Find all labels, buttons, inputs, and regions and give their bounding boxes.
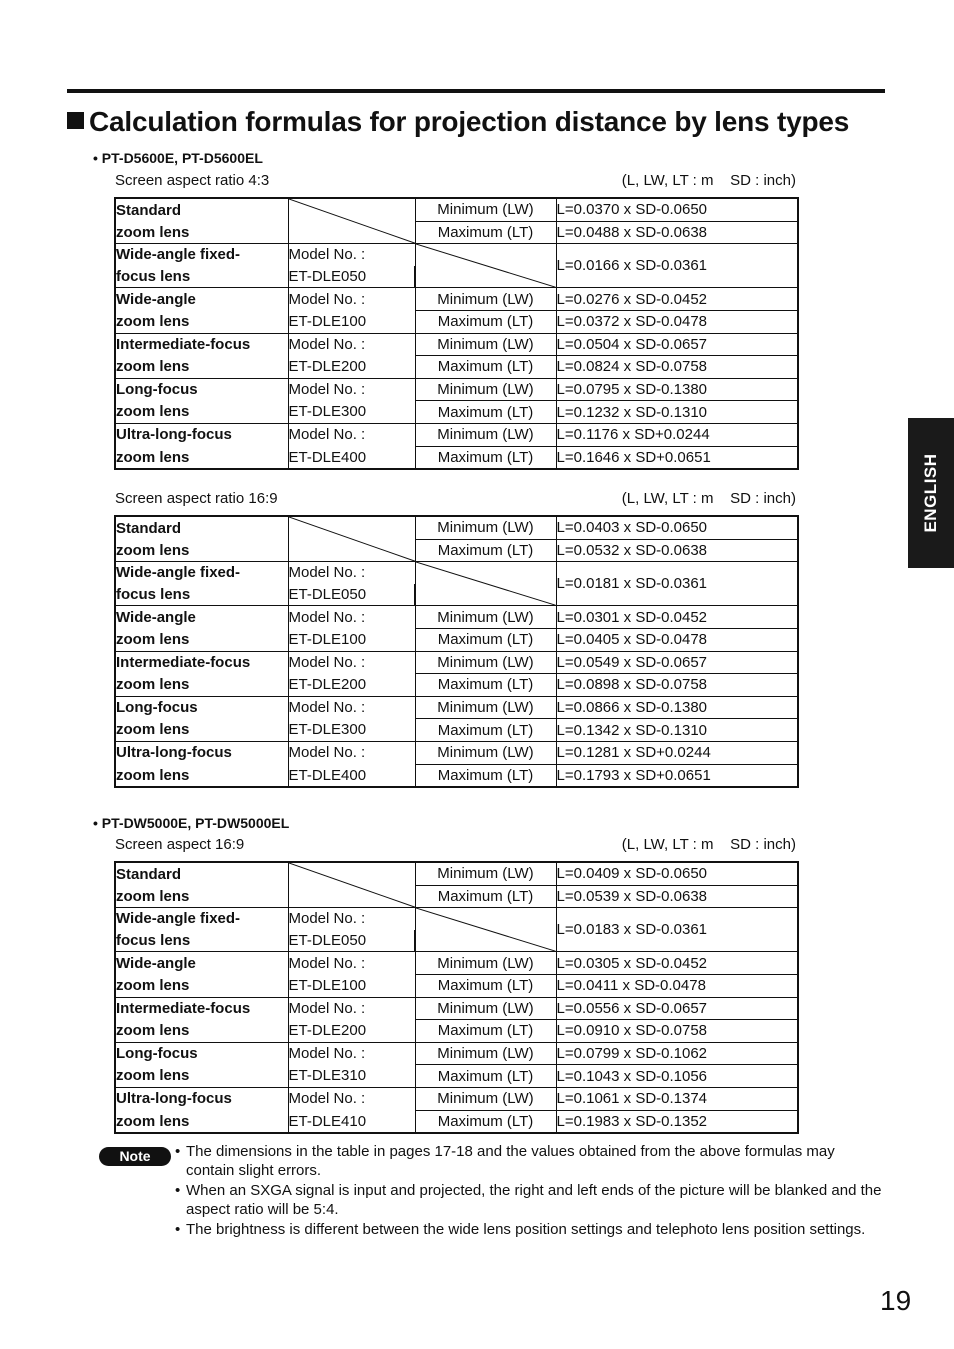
model-number: ET-DLE050 — [288, 266, 415, 288]
model-number-label: Model No. : — [288, 333, 415, 356]
table-row — [115, 997, 798, 1020]
table-row — [115, 221, 798, 244]
diagonal-cell — [288, 198, 415, 244]
table-row — [115, 423, 798, 446]
zoom-position: Maximum (LT) — [415, 1065, 556, 1088]
zoom-position: Minimum (LW) — [415, 952, 556, 975]
zoom-position: Maximum (LT) — [415, 764, 556, 787]
model-number: ET-DLE400 — [288, 764, 415, 787]
formula: L=0.0276 x SD-0.0452 — [556, 288, 798, 311]
lens-name: Wide-angle fixed- — [115, 562, 288, 584]
model-number: ET-DLE400 — [288, 446, 415, 469]
lens-name: Wide-angle — [115, 288, 288, 311]
formula: L=0.0411 x SD-0.0478 — [556, 974, 798, 997]
formula: L=0.0824 x SD-0.0758 — [556, 356, 798, 379]
formula: L=0.0305 x SD-0.0452 — [556, 952, 798, 975]
zoom-position: Maximum (LT) — [415, 356, 556, 379]
formula: L=0.0405 x SD-0.0478 — [556, 628, 798, 651]
zoom-position: Maximum (LT) — [415, 539, 556, 562]
model-number: ET-DLE200 — [288, 1020, 415, 1043]
model-number-label: Model No. : — [288, 378, 415, 401]
formula: L=0.0488 x SD-0.0638 — [556, 221, 798, 244]
lens-name: zoom lens — [115, 628, 288, 651]
formula: L=0.0910 x SD-0.0758 — [556, 1020, 798, 1043]
lens-name: zoom lens — [115, 1065, 288, 1088]
formula: L=0.1176 x SD+0.0244 — [556, 423, 798, 446]
section-subheading-3 — [115, 836, 796, 853]
formula: L=0.0799 x SD-0.1062 — [556, 1042, 798, 1065]
table-row — [115, 862, 798, 885]
zoom-position: Minimum (LW) — [415, 606, 556, 629]
note-item: • The brightness is different between the wide lens position settings and telephoto lens position settings. — [175, 1220, 887, 1239]
diagonal-slash — [416, 908, 556, 951]
zoom-position: Maximum (LT) — [415, 885, 556, 908]
zoom-position: Minimum (LW) — [415, 651, 556, 674]
formula: L=0.0183 x SD-0.0361 — [556, 908, 798, 952]
model-number-label: Model No. : — [288, 952, 415, 975]
diagonal-cell — [288, 862, 415, 908]
model-heading-3: • PT-DW5000E, PT-DW5000EL — [93, 815, 290, 831]
diagonal-slash — [289, 199, 415, 243]
zoom-position: Minimum (LW) — [415, 1042, 556, 1065]
formula-table-3 — [114, 861, 799, 1134]
lens-name: Standard — [115, 516, 288, 539]
formula-table-1 — [114, 197, 799, 470]
note-item: • When an SXGA signal is input and projected, the right and left ends of the picture will be blanked and the aspect ratio will be 5:4. — [175, 1181, 887, 1220]
aspect-ratio-label: Screen aspect 16:9 — [115, 836, 245, 853]
formula: L=0.0866 x SD-0.1380 — [556, 696, 798, 719]
zoom-position: Maximum (LT) — [415, 628, 556, 651]
lens-name: Standard — [115, 198, 288, 221]
zoom-position: Minimum (LW) — [415, 997, 556, 1020]
lens-name: focus lens — [115, 266, 288, 288]
note-badge: Note — [99, 1147, 171, 1166]
formula: L=0.0166 x SD-0.0361 — [556, 244, 798, 288]
zoom-position: Minimum (LW) — [415, 198, 556, 221]
table-row — [115, 719, 798, 742]
lens-name: Long-focus — [115, 378, 288, 401]
table-row — [115, 651, 798, 674]
table-row — [115, 628, 798, 651]
lens-name: Wide-angle — [115, 952, 288, 975]
lens-name: Long-focus — [115, 696, 288, 719]
model-number: ET-DLE100 — [288, 628, 415, 651]
formula: L=0.0556 x SD-0.0657 — [556, 997, 798, 1020]
table-row — [115, 198, 798, 221]
model-number-label: Model No. : — [288, 1087, 415, 1110]
model-number-label: Model No. : — [288, 741, 415, 764]
lens-name: zoom lens — [115, 356, 288, 379]
zoom-position: Minimum (LW) — [415, 288, 556, 311]
zoom-position: Minimum (LW) — [415, 423, 556, 446]
lens-name: focus lens — [115, 930, 288, 952]
lens-name: zoom lens — [115, 1110, 288, 1133]
table-row — [115, 1020, 798, 1043]
formula: L=0.1646 x SD+0.0651 — [556, 446, 798, 469]
formula: L=0.0301 x SD-0.0452 — [556, 606, 798, 629]
zoom-position: Maximum (LT) — [415, 310, 556, 333]
zoom-position: Minimum (LW) — [415, 378, 556, 401]
table-row — [115, 885, 798, 908]
square-bullet-icon — [67, 112, 84, 129]
lens-name: Intermediate-focus — [115, 333, 288, 356]
lens-name: Standard — [115, 862, 288, 885]
table-row — [115, 741, 798, 764]
formula: L=0.0403 x SD-0.0650 — [556, 516, 798, 539]
model-number-label: Model No. : — [288, 997, 415, 1020]
table-row — [115, 696, 798, 719]
units-label: (L, LW, LT : m SD : inch) — [621, 836, 796, 853]
zoom-position: Maximum (LT) — [415, 1110, 556, 1133]
formula: L=0.0409 x SD-0.0650 — [556, 862, 798, 885]
formula: L=0.0795 x SD-0.1380 — [556, 378, 798, 401]
zoom-position: Minimum (LW) — [415, 333, 556, 356]
lens-name: Wide-angle fixed- — [115, 244, 288, 266]
language-tab-label: ENGLISH — [921, 453, 940, 533]
table-row — [115, 356, 798, 379]
diagonal-slash — [289, 517, 415, 561]
lens-name: Intermediate-focus — [115, 997, 288, 1020]
units-label: (L, LW, LT : m SD : inch) — [621, 490, 796, 507]
table-row — [115, 446, 798, 469]
formula: L=0.0549 x SD-0.0657 — [556, 651, 798, 674]
model-number-label: Model No. : — [288, 1042, 415, 1065]
table-row — [115, 539, 798, 562]
lens-name: zoom lens — [115, 446, 288, 469]
page-title — [67, 106, 849, 138]
section-subheading-1 — [115, 172, 796, 189]
formula: L=0.1232 x SD-0.1310 — [556, 401, 798, 424]
lens-name: zoom lens — [115, 1020, 288, 1043]
formula: L=0.1281 x SD+0.0244 — [556, 741, 798, 764]
zoom-position: Maximum (LT) — [415, 446, 556, 469]
diagonal-cell — [415, 908, 556, 952]
model-number: ET-DLE100 — [288, 310, 415, 333]
diagonal-cell — [288, 516, 415, 562]
table-row — [115, 974, 798, 997]
table-row — [115, 606, 798, 629]
page-title-text: Calculation formulas for projection distance by lens types — [89, 106, 850, 137]
zoom-position: Minimum (LW) — [415, 741, 556, 764]
model-heading-1: • PT-D5600E, PT-D5600EL — [93, 150, 263, 166]
page-number: 19 — [880, 1285, 912, 1316]
formula: L=0.0504 x SD-0.0657 — [556, 333, 798, 356]
diagonal-cell — [415, 244, 556, 288]
model-number-label: Model No. : — [288, 908, 415, 930]
lens-name: zoom lens — [115, 719, 288, 742]
lens-name: focus lens — [115, 584, 288, 606]
diagonal-slash — [289, 863, 415, 907]
model-number: ET-DLE200 — [288, 674, 415, 697]
lens-name: Wide-angle fixed- — [115, 908, 288, 930]
lens-name: Wide-angle — [115, 606, 288, 629]
section-subheading-2 — [115, 490, 796, 507]
formula: L=0.1983 x SD-0.1352 — [556, 1110, 798, 1133]
model-number-label: Model No. : — [288, 696, 415, 719]
table-row — [115, 562, 798, 584]
zoom-position: Maximum (LT) — [415, 221, 556, 244]
model-number: ET-DLE300 — [288, 401, 415, 424]
lens-name: zoom lens — [115, 974, 288, 997]
top-rule — [67, 89, 885, 93]
lens-name: zoom lens — [115, 539, 288, 562]
table-row — [115, 378, 798, 401]
lens-name: Ultra-long-focus — [115, 741, 288, 764]
diagonal-slash — [416, 562, 556, 605]
note-item: • The dimensions in the table in pages 17-18 and the values obtained from the above formulas may contain slight errors. — [175, 1142, 887, 1181]
lens-name: zoom lens — [115, 310, 288, 333]
table-row — [115, 1065, 798, 1088]
formula: L=0.1793 x SD+0.0651 — [556, 764, 798, 787]
formula: L=0.0181 x SD-0.0361 — [556, 562, 798, 606]
lens-name: zoom lens — [115, 764, 288, 787]
zoom-position: Minimum (LW) — [415, 1087, 556, 1110]
model-number: ET-DLE200 — [288, 356, 415, 379]
table-row — [115, 1042, 798, 1065]
model-number-label: Model No. : — [288, 288, 415, 311]
table-row — [115, 764, 798, 787]
model-number: ET-DLE410 — [288, 1110, 415, 1133]
zoom-position: Maximum (LT) — [415, 674, 556, 697]
model-number-label: Model No. : — [288, 244, 415, 266]
table-row — [115, 401, 798, 424]
table-row — [115, 952, 798, 975]
lens-name: Intermediate-focus — [115, 651, 288, 674]
formula-table-2 — [114, 515, 799, 788]
table-row — [115, 288, 798, 311]
lens-name: Long-focus — [115, 1042, 288, 1065]
table-row — [115, 244, 798, 266]
zoom-position: Maximum (LT) — [415, 401, 556, 424]
note-list — [175, 1142, 887, 1239]
model-number: ET-DLE050 — [288, 930, 415, 952]
model-number-label: Model No. : — [288, 651, 415, 674]
table-row — [115, 333, 798, 356]
formula: L=0.0539 x SD-0.0638 — [556, 885, 798, 908]
lens-name: zoom lens — [115, 221, 288, 244]
table-row — [115, 1110, 798, 1133]
model-number: ET-DLE050 — [288, 584, 415, 606]
table-row — [115, 516, 798, 539]
table-row — [115, 1087, 798, 1110]
aspect-ratio-label: Screen aspect ratio 16:9 — [115, 490, 278, 507]
table-row — [115, 674, 798, 697]
zoom-position: Maximum (LT) — [415, 1020, 556, 1043]
formula: L=0.1061 x SD-0.1374 — [556, 1087, 798, 1110]
units-label: (L, LW, LT : m SD : inch) — [621, 172, 796, 189]
aspect-ratio-label: Screen aspect ratio 4:3 — [115, 172, 270, 189]
formula: L=0.1342 x SD-0.1310 — [556, 719, 798, 742]
lens-name: Ultra-long-focus — [115, 423, 288, 446]
table-row — [115, 310, 798, 333]
zoom-position: Minimum (LW) — [415, 696, 556, 719]
lens-name: Ultra-long-focus — [115, 1087, 288, 1110]
diagonal-cell — [415, 562, 556, 606]
language-tab — [908, 418, 954, 568]
model-number: ET-DLE300 — [288, 719, 415, 742]
zoom-position: Maximum (LT) — [415, 719, 556, 742]
formula: L=0.0898 x SD-0.0758 — [556, 674, 798, 697]
formula: L=0.0372 x SD-0.0478 — [556, 310, 798, 333]
model-number: ET-DLE100 — [288, 974, 415, 997]
model-number-label: Model No. : — [288, 423, 415, 446]
lens-name: zoom lens — [115, 674, 288, 697]
formula: L=0.1043 x SD-0.1056 — [556, 1065, 798, 1088]
zoom-position: Minimum (LW) — [415, 516, 556, 539]
lens-name: zoom lens — [115, 885, 288, 908]
lens-name: zoom lens — [115, 401, 288, 424]
table-row — [115, 908, 798, 930]
formula: L=0.0532 x SD-0.0638 — [556, 539, 798, 562]
zoom-position: Maximum (LT) — [415, 974, 556, 997]
diagonal-slash — [416, 244, 556, 287]
formula: L=0.0370 x SD-0.0650 — [556, 198, 798, 221]
model-number-label: Model No. : — [288, 562, 415, 584]
zoom-position: Minimum (LW) — [415, 862, 556, 885]
model-number: ET-DLE310 — [288, 1065, 415, 1088]
model-number-label: Model No. : — [288, 606, 415, 629]
